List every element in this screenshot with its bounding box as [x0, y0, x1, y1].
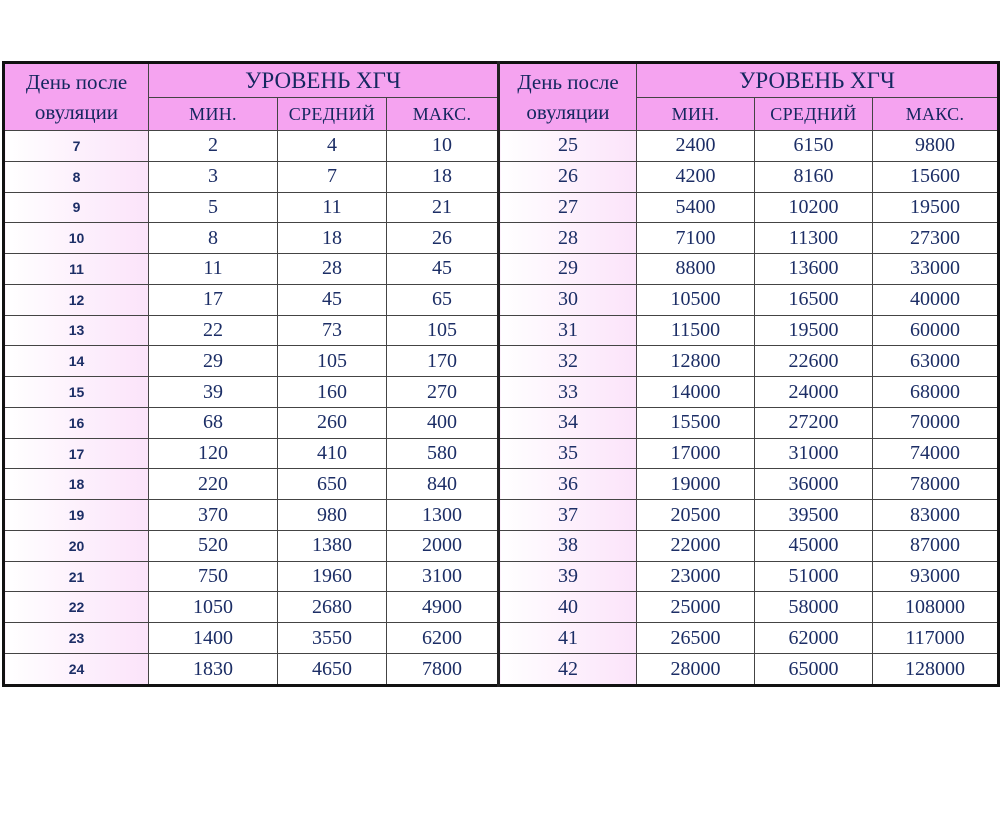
right-avg-cell: 16500 [755, 284, 873, 315]
left-max-cell: 580 [387, 438, 499, 469]
left-avg-cell: 105 [278, 346, 387, 377]
left-avg-cell: 260 [278, 407, 387, 438]
left-day-header-line1: День после [25, 70, 128, 94]
right-avg-cell: 22600 [755, 346, 873, 377]
right-day-header-line2: овуляции [526, 100, 610, 124]
left-max-cell: 4900 [387, 592, 499, 623]
left-max-cell: 18 [387, 161, 499, 192]
right-min-cell: 22000 [637, 530, 755, 561]
left-min-cell: 11 [149, 254, 278, 285]
right-avg-cell: 58000 [755, 592, 873, 623]
left-min-cell: 520 [149, 530, 278, 561]
right-min-cell: 11500 [637, 315, 755, 346]
table-row [4, 254, 999, 285]
left-avg-cell: 4650 [278, 654, 387, 686]
left-min-cell: 3 [149, 161, 278, 192]
right-min-cell: 20500 [637, 500, 755, 531]
left-day-cell: 11 [4, 254, 149, 285]
right-min-cell: 8800 [637, 254, 755, 285]
left-max-cell: 7800 [387, 654, 499, 686]
table-row [4, 623, 999, 654]
table-row [4, 377, 999, 408]
left-avg-cell: 650 [278, 469, 387, 500]
left-day-cell: 17 [4, 438, 149, 469]
left-avg-cell: 28 [278, 254, 387, 285]
left-day-cell: 21 [4, 561, 149, 592]
right-min-cell: 23000 [637, 561, 755, 592]
table-row [4, 223, 999, 254]
left-min-cell: 29 [149, 346, 278, 377]
left-min-header: МИН. [149, 98, 278, 131]
left-day-header [4, 63, 149, 131]
right-max-cell: 70000 [873, 407, 999, 438]
right-day-cell: 39 [499, 561, 637, 592]
table-row [4, 654, 999, 686]
table-row [4, 438, 999, 469]
right-min-cell: 14000 [637, 377, 755, 408]
table-row [4, 192, 999, 223]
right-avg-header: СРЕДНИЙ [755, 98, 873, 131]
right-hcg-header: УРОВЕНЬ ХГЧ [637, 63, 999, 98]
left-min-cell: 1400 [149, 623, 278, 654]
table-row [4, 592, 999, 623]
right-max-cell: 74000 [873, 438, 999, 469]
left-min-cell: 2 [149, 131, 278, 162]
right-day-cell: 34 [499, 407, 637, 438]
left-min-cell: 1830 [149, 654, 278, 686]
table-row [4, 284, 999, 315]
right-min-cell: 15500 [637, 407, 755, 438]
right-avg-cell: 11300 [755, 223, 873, 254]
right-min-cell: 10500 [637, 284, 755, 315]
right-max-cell: 40000 [873, 284, 999, 315]
right-avg-cell: 65000 [755, 654, 873, 686]
right-day-cell: 35 [499, 438, 637, 469]
right-max-cell: 60000 [873, 315, 999, 346]
right-day-cell: 25 [499, 131, 637, 162]
left-hcg-header: УРОВЕНЬ ХГЧ [149, 63, 499, 98]
right-min-cell: 12800 [637, 346, 755, 377]
right-day-cell: 33 [499, 377, 637, 408]
left-max-cell: 105 [387, 315, 499, 346]
right-avg-cell: 8160 [755, 161, 873, 192]
table-row [4, 315, 999, 346]
right-avg-cell: 6150 [755, 131, 873, 162]
right-max-cell: 27300 [873, 223, 999, 254]
right-day-cell: 27 [499, 192, 637, 223]
right-avg-cell: 10200 [755, 192, 873, 223]
left-avg-cell: 45 [278, 284, 387, 315]
right-day-cell: 37 [499, 500, 637, 531]
right-day-cell: 26 [499, 161, 637, 192]
left-min-cell: 22 [149, 315, 278, 346]
left-avg-cell: 410 [278, 438, 387, 469]
left-avg-header: СРЕДНИЙ [278, 98, 387, 131]
table-row [4, 530, 999, 561]
right-max-cell: 108000 [873, 592, 999, 623]
table-row [4, 500, 999, 531]
header-row-top [4, 63, 999, 98]
left-max-cell: 1300 [387, 500, 499, 531]
right-max-cell: 128000 [873, 654, 999, 686]
right-avg-cell: 13600 [755, 254, 873, 285]
left-avg-cell: 2680 [278, 592, 387, 623]
right-avg-cell: 51000 [755, 561, 873, 592]
right-day-cell: 38 [499, 530, 637, 561]
right-max-cell: 15600 [873, 161, 999, 192]
left-day-cell: 9 [4, 192, 149, 223]
right-avg-cell: 31000 [755, 438, 873, 469]
hcg-table-container [2, 61, 997, 687]
right-min-cell: 28000 [637, 654, 755, 686]
table-row [4, 346, 999, 377]
right-day-cell: 28 [499, 223, 637, 254]
left-avg-cell: 18 [278, 223, 387, 254]
left-max-cell: 3100 [387, 561, 499, 592]
left-avg-cell: 73 [278, 315, 387, 346]
right-day-cell: 30 [499, 284, 637, 315]
left-min-cell: 5 [149, 192, 278, 223]
left-min-cell: 68 [149, 407, 278, 438]
left-max-cell: 26 [387, 223, 499, 254]
left-day-cell: 18 [4, 469, 149, 500]
left-max-cell: 6200 [387, 623, 499, 654]
right-day-header-line1: День после [517, 70, 619, 94]
right-day-cell: 40 [499, 592, 637, 623]
left-min-cell: 120 [149, 438, 278, 469]
left-max-cell: 2000 [387, 530, 499, 561]
left-day-cell: 22 [4, 592, 149, 623]
left-min-cell: 1050 [149, 592, 278, 623]
right-max-cell: 93000 [873, 561, 999, 592]
left-day-cell: 19 [4, 500, 149, 531]
left-avg-cell: 7 [278, 161, 387, 192]
left-max-cell: 45 [387, 254, 499, 285]
left-day-cell: 15 [4, 377, 149, 408]
right-max-header: МАКС. [873, 98, 999, 131]
right-day-cell: 41 [499, 623, 637, 654]
right-avg-cell: 19500 [755, 315, 873, 346]
right-min-cell: 2400 [637, 131, 755, 162]
right-avg-cell: 24000 [755, 377, 873, 408]
right-max-cell: 9800 [873, 131, 999, 162]
right-avg-cell: 39500 [755, 500, 873, 531]
left-day-cell: 20 [4, 530, 149, 561]
left-max-cell: 840 [387, 469, 499, 500]
right-max-cell: 78000 [873, 469, 999, 500]
left-max-cell: 270 [387, 377, 499, 408]
left-max-header: МАКС. [387, 98, 499, 131]
table-body [4, 131, 999, 686]
left-avg-cell: 1960 [278, 561, 387, 592]
left-day-cell: 8 [4, 161, 149, 192]
right-max-cell: 117000 [873, 623, 999, 654]
left-min-cell: 750 [149, 561, 278, 592]
left-max-cell: 170 [387, 346, 499, 377]
table-row [4, 469, 999, 500]
hcg-level-table [2, 61, 1000, 687]
right-min-cell: 19000 [637, 469, 755, 500]
left-day-cell: 14 [4, 346, 149, 377]
left-min-cell: 17 [149, 284, 278, 315]
right-day-cell: 32 [499, 346, 637, 377]
left-avg-cell: 3550 [278, 623, 387, 654]
left-day-cell: 7 [4, 131, 149, 162]
right-max-cell: 33000 [873, 254, 999, 285]
right-day-header [499, 63, 637, 131]
left-day-cell: 13 [4, 315, 149, 346]
right-min-cell: 5400 [637, 192, 755, 223]
right-avg-cell: 36000 [755, 469, 873, 500]
left-min-cell: 220 [149, 469, 278, 500]
right-min-cell: 7100 [637, 223, 755, 254]
left-day-header-line2: овуляции [34, 100, 119, 124]
left-min-cell: 370 [149, 500, 278, 531]
right-max-cell: 68000 [873, 377, 999, 408]
right-avg-cell: 62000 [755, 623, 873, 654]
left-avg-cell: 4 [278, 131, 387, 162]
left-avg-cell: 11 [278, 192, 387, 223]
right-max-cell: 87000 [873, 530, 999, 561]
left-avg-cell: 980 [278, 500, 387, 531]
right-avg-cell: 45000 [755, 530, 873, 561]
right-day-cell: 29 [499, 254, 637, 285]
table-row [4, 131, 999, 162]
table-row [4, 161, 999, 192]
table-row [4, 407, 999, 438]
right-max-cell: 19500 [873, 192, 999, 223]
left-day-cell: 10 [4, 223, 149, 254]
right-min-cell: 4200 [637, 161, 755, 192]
right-day-cell: 36 [499, 469, 637, 500]
left-max-cell: 400 [387, 407, 499, 438]
left-day-cell: 23 [4, 623, 149, 654]
table-row [4, 561, 999, 592]
right-day-cell: 42 [499, 654, 637, 686]
right-min-header: МИН. [637, 98, 755, 131]
right-min-cell: 17000 [637, 438, 755, 469]
left-max-cell: 10 [387, 131, 499, 162]
left-max-cell: 21 [387, 192, 499, 223]
left-max-cell: 65 [387, 284, 499, 315]
right-min-cell: 26500 [637, 623, 755, 654]
left-min-cell: 8 [149, 223, 278, 254]
right-max-cell: 83000 [873, 500, 999, 531]
left-min-cell: 39 [149, 377, 278, 408]
right-avg-cell: 27200 [755, 407, 873, 438]
right-max-cell: 63000 [873, 346, 999, 377]
left-avg-cell: 1380 [278, 530, 387, 561]
left-day-cell: 12 [4, 284, 149, 315]
left-day-cell: 16 [4, 407, 149, 438]
right-min-cell: 25000 [637, 592, 755, 623]
left-day-cell: 24 [4, 654, 149, 686]
left-avg-cell: 160 [278, 377, 387, 408]
right-day-cell: 31 [499, 315, 637, 346]
